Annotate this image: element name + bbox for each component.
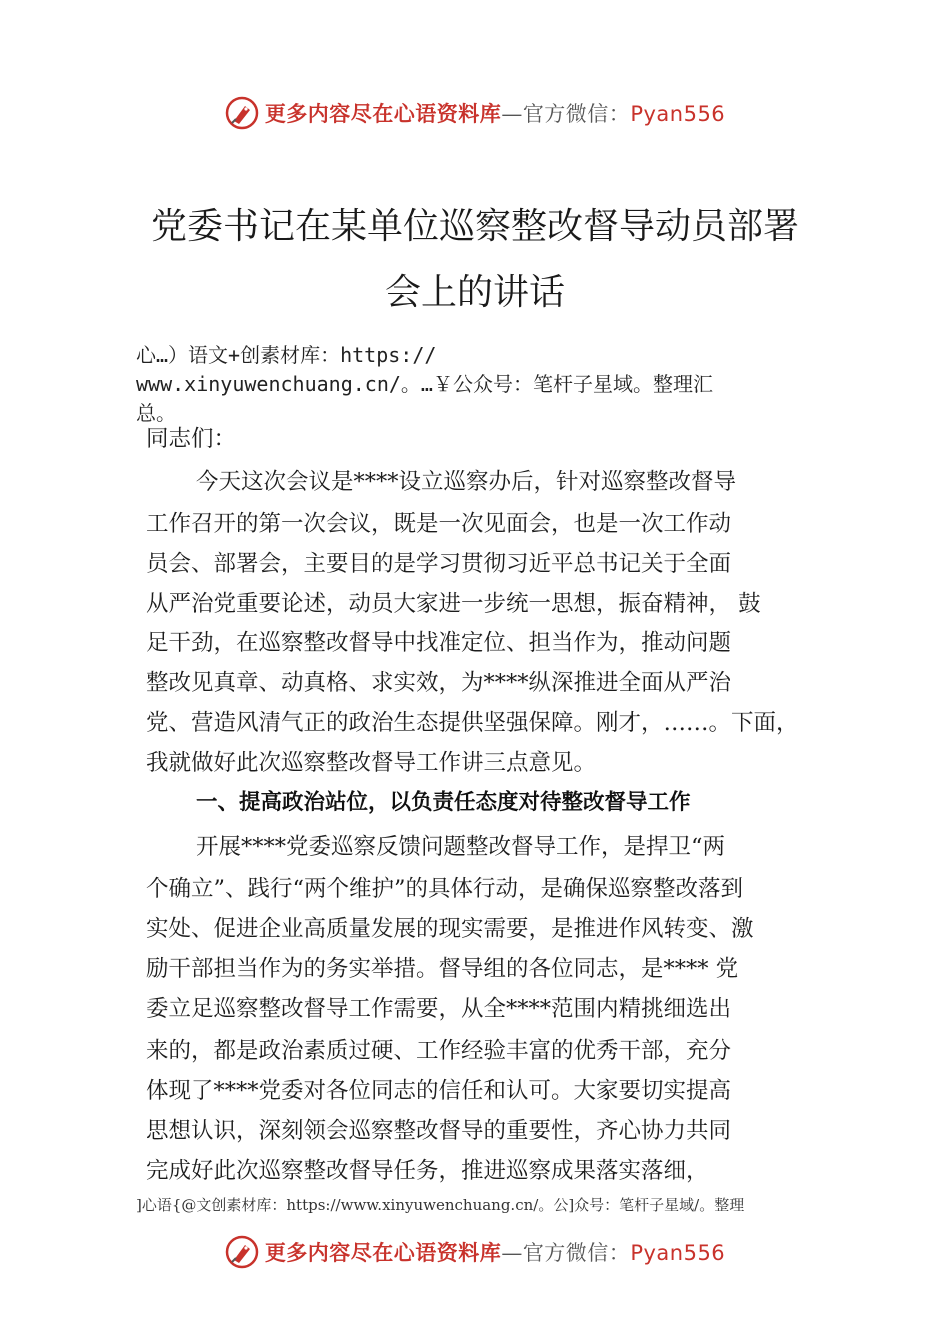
- para1-line: 今天这次会议是****设立巡察办后，针对巡察整改督导: [196, 469, 737, 495]
- banner-wechat-id: Pyan556: [630, 102, 726, 126]
- bottom-watermark-banner: [0, 1232, 950, 1272]
- para2-line: 个确立”、践行“两个维护”的具体行动，是确保巡察整改落到: [146, 876, 744, 902]
- banner-dash: —: [501, 102, 523, 126]
- document-title-line-2: 会上的讲话: [384, 272, 565, 313]
- pen-nib-logo-icon: [225, 1235, 259, 1269]
- banner-dash: —: [501, 1241, 523, 1265]
- source-note-line-3: 总。: [136, 401, 176, 425]
- source-note-line-1: 心…）语文+创素材库：https://: [136, 343, 437, 367]
- para1-line: 足干劲，在巡察整改督导中找准定位、担当作为，推动问题: [146, 630, 732, 656]
- para2-line: 实处、促进企业高质量发展的现实需要，是推进作风转变、激: [146, 916, 754, 942]
- para1-line: 工作召开的第一次会议，既是一次见面会，也是一次工作动: [146, 511, 732, 537]
- footer-source-note: ]心语{@文创素材库：https://www.xinyuwenchuang.cn/。公]众号：笔杆子星域/。整理: [136, 1196, 745, 1214]
- banner-main-text: 更多内容尽在心语资料库: [264, 101, 502, 126]
- para1-line: 从严治党重要论述，动员大家进一步统一思想，振奋精神， 鼓: [146, 591, 761, 617]
- para2-line: 体现了****党委对各位同志的信任和认可。大家要切实提高: [146, 1078, 732, 1104]
- source-note-line-2: www.xinyuwenchuang.cn/。…￥公众号：笔杆子星域。整理汇: [136, 372, 713, 396]
- banner-text: [265, 1237, 725, 1267]
- para2-line: 完成好此次巡察整改督导任务，推进巡察成果落实落细，: [146, 1158, 709, 1184]
- banner-main-text: 更多内容尽在心语资料库: [264, 1240, 502, 1265]
- para1-line: 我就做好此次巡察整改督导工作讲三点意见。: [146, 750, 597, 776]
- para2-line: 委立足巡察整改督导工作需要，从全****范围内精挑细选出: [146, 996, 732, 1022]
- banner-official-label: 官方微信：: [522, 1241, 631, 1265]
- banner-official-label: 官方微信：: [522, 102, 631, 126]
- para1-line: 整改见真章、动真格、求实效，为****纵深推进全面从严治: [146, 670, 732, 696]
- salutation: 同志们：: [146, 426, 237, 452]
- document-title-line-1: 党委书记在某单位巡察整改督导动员部署: [150, 206, 799, 247]
- section-heading-1: 一、提高政治站位，以负责任态度对待整改督导工作: [196, 790, 691, 815]
- pen-nib-logo-icon: [225, 96, 259, 130]
- para2-line: 思想认识，深刻领会巡察整改督导的重要性，齐心协力共同: [146, 1118, 732, 1144]
- para1-line: 员会、部署会，主要目的是学习贯彻习近平总书记关于全面: [146, 551, 732, 577]
- banner-text: [265, 98, 725, 128]
- para2-line: 励干部担当作为的务实举措。督导组的各位同志，是**** 党: [146, 956, 739, 982]
- para1-line: 党、营造风清气正的政治生态提供坚强保障。刚才，……。下面，: [146, 710, 799, 736]
- para2-line: 开展****党委巡察反馈问题整改督导工作，是捍卫“两: [196, 834, 726, 860]
- para2-line: 来的，都是政治素质过硬、工作经验丰富的优秀干部，充分: [146, 1038, 732, 1064]
- top-watermark-banner: [0, 93, 950, 133]
- source-note: [136, 341, 836, 428]
- banner-wechat-id: Pyan556: [630, 1241, 726, 1265]
